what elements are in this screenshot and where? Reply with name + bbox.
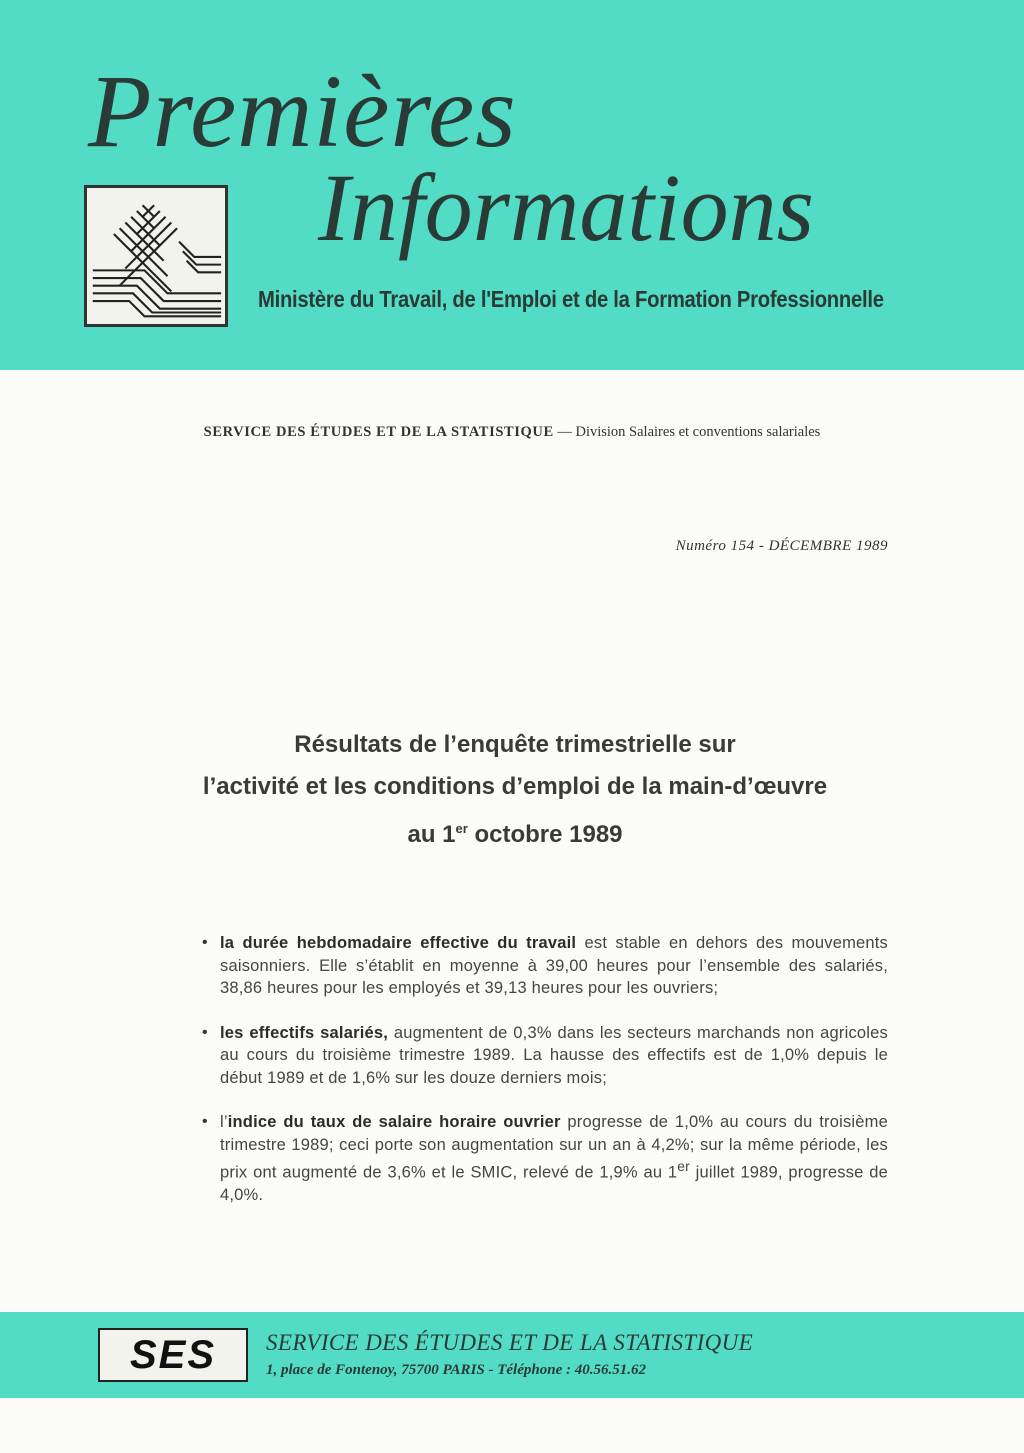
ses-logo [98,1328,248,1382]
issue-number: Numéro 154 - DÉCEMBRE 1989 [675,538,888,554]
service-line [0,424,1024,441]
service-name: SERVICE DES ÉTUDES ET DE LA STATISTIQUE [203,424,554,440]
bullet-employment [200,1022,888,1090]
bullet-dot-icon: • [202,1113,208,1130]
bullet-wage-index [200,1111,888,1207]
headline-line3-post: octobre 1989 [467,821,623,848]
bullet-dot-icon: • [202,1023,208,1041]
headline-line3 [200,808,830,856]
headline-line3-sup: er [455,821,468,836]
division-name: Division Salaires et conventions salariales [575,424,821,440]
bullet-lead: la durée hebdomadaire effective du travail [220,934,577,952]
masthead-title-line1: Premières [88,54,517,169]
bullet-lead: les effectifs salariés, [220,1023,389,1042]
ministry-name: Ministère du Travail, de l'Emploi et de la Formation Professionnelle [258,286,884,312]
summary-bullets [200,932,888,1229]
footer-address: 1, place de Fontenoy, 75700 PARIS - Téléphone : 40.56.51.62 [266,1362,646,1378]
masthead-title-line2: Informations [318,154,815,261]
bullet-text: augmentent de 0,3% dans les secteurs marchands non agricoles au cours du troisième trimestre 1989. La hausse des effectifs est de 1,0% depuis le début 1989 et de 1,6% sur les douze derniers mois; [220,1023,889,1087]
bullet-lead: indice du taux de salaire horaire ouvrier [227,1113,561,1131]
bullet-text-post: juillet 1989, progresse de 4,0%. [220,1163,889,1204]
bullet-working-hours [200,932,888,1000]
ses-logo-text: SES [129,1332,217,1377]
service-separator: — [553,424,576,440]
bullet-text: progresse de 1,0% au cours du troisième trimestre 1989; ceci porte son augmentation sur un an à 4,2%; sur la même période, les prix ont augmenté de 3,6% et le SMIC, relevé de 1,9% au 1 [220,1113,888,1182]
headline-line3-pre: au 1 [407,821,456,848]
bullet-dot-icon: • [202,934,208,951]
bullet-lead-pre: l’ [220,1113,228,1131]
headline-line2: l’activité et les conditions d’emploi de la main-d’œuvre [202,773,828,800]
ministry-logo-icon [87,188,225,324]
bullet-text-sup: er [677,1159,690,1174]
bullet-text: est stable en dehors des mouvements saisonniers. Elle s’établit en moyenne à 39,00 heures pour l’ensemble des salariés, 38,86 heures pour les employés et 39,13 heures pour les ouvriers; [220,934,889,997]
headline-line1: Résultats de l’enquête trimestrielle sur [294,731,736,758]
headline [200,724,830,856]
footer-service-title: SERVICE DES ÉTUDES ET DE LA STATISTIQUE [266,1330,754,1355]
ministry-logo [84,185,228,327]
